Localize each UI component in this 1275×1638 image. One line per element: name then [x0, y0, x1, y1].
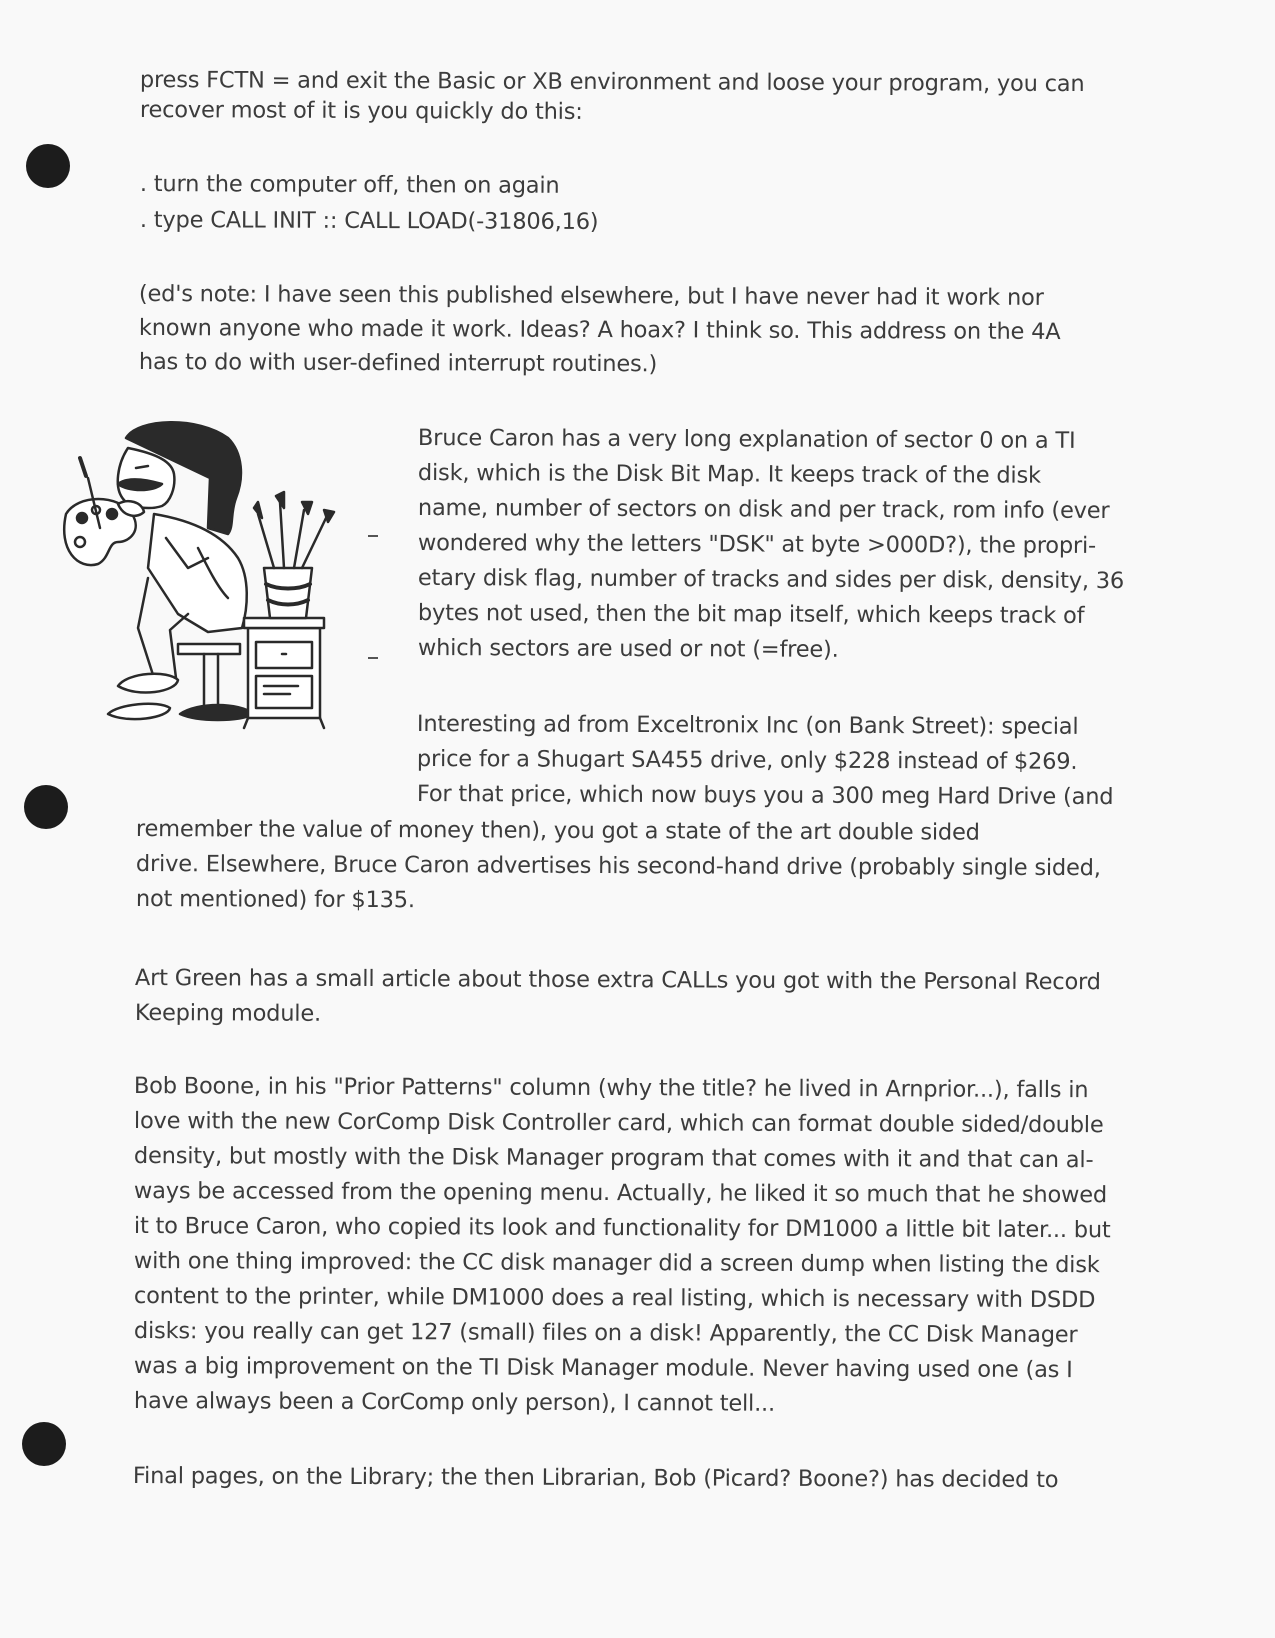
text-line: etary disk flag, number of tracks and sides per disk, density, 36 [417, 565, 1125, 595]
text-line: . turn the computer off, then on again [139, 170, 560, 199]
margin-dash [368, 535, 378, 537]
text-line: Bruce Caron has a very long explanation of sector 0 on a TI [417, 425, 1076, 454]
text-line: disks: you really can get 127 (small) files on a disk! Apparently, the CC Disk Manager [133, 1318, 1078, 1349]
text-line: Keeping module. [134, 1000, 322, 1027]
text-line: which sectors are used or not (=free). [417, 635, 839, 663]
painter-illustration [58, 418, 358, 758]
text-line: name, number of sectors on disk and per track, rom info (ever [417, 495, 1110, 525]
text-line: disk, which is the Disk Bit Map. It keeps track of the disk [417, 460, 1041, 489]
text-line: remember the value of money then), you got a state of the art double sided [135, 816, 980, 846]
text-line: Bob Boone, in his "Prior Patterns" column (why the title? he lived in Arnprior...), falls in [133, 1073, 1089, 1104]
text-line: Final pages, on the Library; the then Librarian, Bob (Picard? Boone?) has decided to [132, 1463, 1059, 1494]
text-line: price for a Shugart SA455 drive, only $228 instead of $269. [416, 746, 1078, 775]
text-line: wondered why the letters "DSK" at byte >000D?), the propri- [417, 530, 1097, 559]
text-line: ways be accessed from the opening menu. Actually, he liked it so much that he showed [133, 1178, 1108, 1209]
text-line: have always been a CorComp only person), I cannot tell... [133, 1388, 776, 1417]
punch-hole-middle [24, 785, 68, 829]
text-line: was a big improvement on the TI Disk Manager module. Never having used one (as I [133, 1353, 1073, 1384]
text-line: love with the new CorComp Disk Controller card, which can format double sided/double [133, 1108, 1104, 1139]
margin-dash [368, 657, 378, 659]
text-line: recover most of it is you quickly do this: [139, 96, 583, 125]
text-line: . type CALL INIT :: CALL LOAD(-31806,16) [139, 206, 599, 236]
text-line: drive. Elsewhere, Bruce Caron advertises his second-hand drive (probably single sided, [135, 851, 1101, 882]
text-line: not mentioned) for $135. [135, 886, 415, 914]
text-line: with one thing improved: the CC disk manager did a screen dump when listing the disk [133, 1248, 1100, 1279]
text-line: (ed's note: I have seen this published elsewhere, but I have never had it work nor [138, 281, 1044, 311]
text-line: Art Green has a small article about those extra CALLs you got with the Personal Record [134, 965, 1101, 996]
text-line: content to the printer, while DM1000 does a real listing, which is necessary with DSDD [133, 1283, 1096, 1314]
text-line: has to do with user-defined interrupt routines.) [138, 349, 658, 378]
punch-hole-bottom [22, 1422, 66, 1466]
punch-hole-top [26, 144, 70, 188]
text-line: For that price, which now buys you a 300 meg Hard Drive (and [416, 781, 1114, 811]
text-line: it to Bruce Caron, who copied its look and functionality for DM1000 a little bit later... but [133, 1213, 1111, 1244]
text-line: density, but mostly with the Disk Manager program that comes with it and that can al- [133, 1143, 1094, 1174]
text-line: known anyone who made it work. Ideas? A hoax? I think so. This address on the 4A [138, 315, 1061, 346]
text-line: bytes not used, then the bit map itself, which keeps track of [417, 600, 1085, 629]
text-line: press FCTN = and exit the Basic or XB environment and loose your program, you can [139, 66, 1085, 98]
text-line: Interesting ad from Exceltronix Inc (on Bank Street): special [416, 711, 1079, 740]
